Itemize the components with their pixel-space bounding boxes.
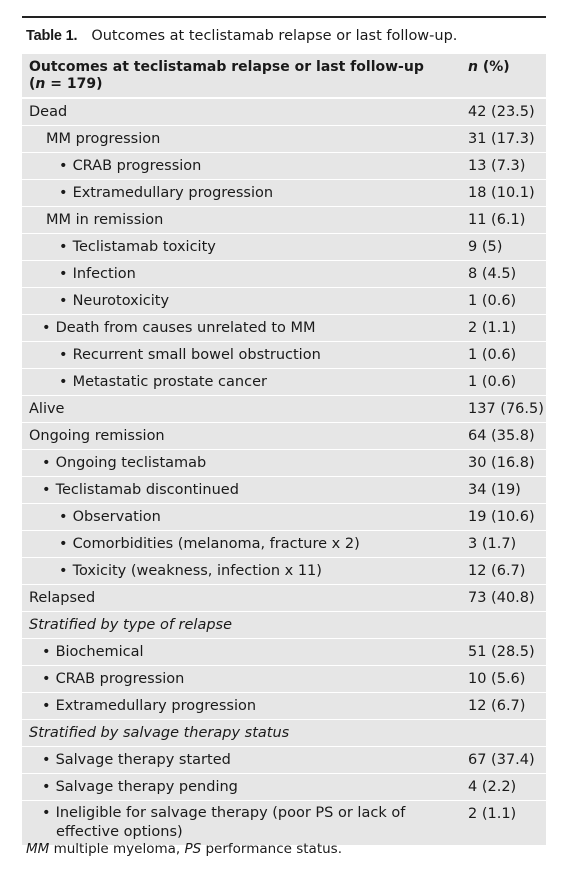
table-row <box>22 693 546 720</box>
row-value: 30 (16.8) <box>468 455 535 471</box>
bullet: • <box>59 347 68 363</box>
table-row <box>22 342 546 369</box>
table-caption <box>26 26 457 46</box>
row-value: 8 (4.5) <box>468 266 517 282</box>
bullet: • <box>42 455 51 471</box>
row-label: Metastatic prostate cancer <box>72 374 267 390</box>
row-value: 12 (6.7) <box>468 563 526 579</box>
row-value: 31 (17.3) <box>468 131 535 147</box>
header-outcomes-label: Outcomes at teclistamab relapse or last follow-up <box>29 59 424 75</box>
row-label: Infection <box>72 266 136 282</box>
bullet: • <box>42 320 51 336</box>
row-value: 12 (6.7) <box>468 698 526 714</box>
row-label: Ongoing teclistamab <box>55 455 207 471</box>
row-label: Comorbidities (melanoma, fracture x 2) <box>72 536 360 552</box>
table-row <box>22 396 546 423</box>
row-label: Ongoing remission <box>29 428 165 444</box>
table-row <box>22 774 546 801</box>
header-n-symbol: n <box>35 76 46 92</box>
row-value: 11 (6.1) <box>468 212 526 228</box>
bullet: • <box>59 536 68 552</box>
row-label: Ineligible for salvage therapy (poor PS or lack of effective options) <box>55 805 406 840</box>
table-footnote <box>26 840 342 858</box>
row-label: Extramedullary progression <box>55 698 257 714</box>
bullet: • <box>42 752 51 768</box>
bullet: • <box>59 374 68 390</box>
row-label: Extramedullary progression <box>72 185 274 201</box>
row-value: 3 (1.7) <box>468 536 517 552</box>
bullet: • <box>59 563 68 579</box>
row-label: MM progression <box>46 131 161 147</box>
row-value: 73 (40.8) <box>468 590 535 606</box>
bullet: • <box>59 185 68 201</box>
bullet: • <box>59 293 68 309</box>
row-label: Recurrent small bowel obstruction <box>72 347 321 363</box>
row-value: 42 (23.5) <box>468 104 535 120</box>
row-value: 2 (1.1) <box>468 320 517 336</box>
bullet: • <box>42 671 51 687</box>
footnote-def-ps: performance status. <box>201 841 343 857</box>
header-outcomes <box>22 59 460 93</box>
row-label: Toxicity (weakness, infection x 11) <box>72 563 322 579</box>
row-label: CRAB progression <box>72 158 202 174</box>
row-label: Observation <box>72 509 161 525</box>
row-value: 137 (76.5) <box>468 401 544 417</box>
row-label: Alive <box>29 401 65 417</box>
table-header <box>22 54 546 99</box>
row-label: Biochemical <box>55 644 144 660</box>
table-row <box>22 423 546 450</box>
row-label: Teclistamab toxicity <box>72 239 216 255</box>
row-value: 1 (0.6) <box>468 347 517 363</box>
section-heading: Stratified by salvage therapy status <box>29 725 290 741</box>
table-row <box>22 153 546 180</box>
row-label: Neurotoxicity <box>72 293 170 309</box>
row-label: Death from causes unrelated to MM <box>55 320 316 336</box>
row-value: 9 (5) <box>468 239 503 255</box>
table-row <box>22 450 546 477</box>
table-row <box>22 477 546 504</box>
footnote-abbr-mm: MM <box>26 841 50 857</box>
row-label: Salvage therapy pending <box>55 779 238 795</box>
table-row <box>22 369 546 396</box>
top-rule <box>22 16 546 18</box>
row-value: 1 (0.6) <box>468 374 517 390</box>
table-row <box>22 666 546 693</box>
row-value: 2 (1.1) <box>468 806 517 822</box>
row-value: 64 (35.8) <box>468 428 535 444</box>
table-row <box>22 207 546 234</box>
bullet: • <box>59 509 68 525</box>
row-value: 10 (5.6) <box>468 671 526 687</box>
table-number: Table 1. <box>26 28 78 44</box>
row-value: 34 (19) <box>468 482 521 498</box>
table-row <box>22 585 546 612</box>
header-percent-label: (%) <box>477 59 510 75</box>
bullet: • <box>42 698 51 714</box>
table-row <box>22 234 546 261</box>
header-n-open: ( <box>29 76 36 92</box>
footnote-abbr-ps: PS <box>184 841 202 857</box>
table-row <box>22 180 546 207</box>
table-row <box>22 288 546 315</box>
table-row <box>22 531 546 558</box>
bullet: • <box>42 644 51 660</box>
bullet: • <box>42 779 51 795</box>
row-label: MM in remission <box>46 212 164 228</box>
row-value: 4 (2.2) <box>468 779 517 795</box>
row-label: Teclistamab discontinued <box>55 482 239 498</box>
row-label: Dead <box>29 104 68 120</box>
row-value: 51 (28.5) <box>468 644 535 660</box>
table-row <box>22 126 546 153</box>
row-value: 18 (10.1) <box>468 185 535 201</box>
row-label: Salvage therapy started <box>55 752 231 768</box>
header-n-total: = 179) <box>45 76 103 92</box>
table-row-section-heading <box>22 720 546 747</box>
row-label: Relapsed <box>29 590 96 606</box>
bullet: • <box>59 266 68 282</box>
header-n-percent <box>460 59 546 93</box>
outcomes-table <box>22 54 546 846</box>
row-value: 67 (37.4) <box>468 752 535 768</box>
bullet: • <box>59 158 68 174</box>
table-row <box>22 315 546 342</box>
table-row <box>22 261 546 288</box>
row-label: CRAB progression <box>55 671 185 687</box>
bullet: • <box>42 805 51 821</box>
bullet: • <box>42 482 51 498</box>
table-row <box>22 639 546 666</box>
table-row <box>22 558 546 585</box>
table-title: Outcomes at teclistamab relapse or last follow-up. <box>91 28 458 44</box>
table-row <box>22 747 546 774</box>
table-row-section-heading <box>22 612 546 639</box>
header-n-col-symbol: n <box>468 59 478 75</box>
row-value: 19 (10.6) <box>468 509 535 525</box>
bullet: • <box>59 239 68 255</box>
row-value: 1 (0.6) <box>468 293 517 309</box>
footnote-def-mm: multiple myeloma, <box>49 841 185 857</box>
table-row <box>22 99 546 126</box>
row-value: 13 (7.3) <box>468 158 526 174</box>
table-row <box>22 504 546 531</box>
section-heading: Stratified by type of relapse <box>29 617 233 633</box>
